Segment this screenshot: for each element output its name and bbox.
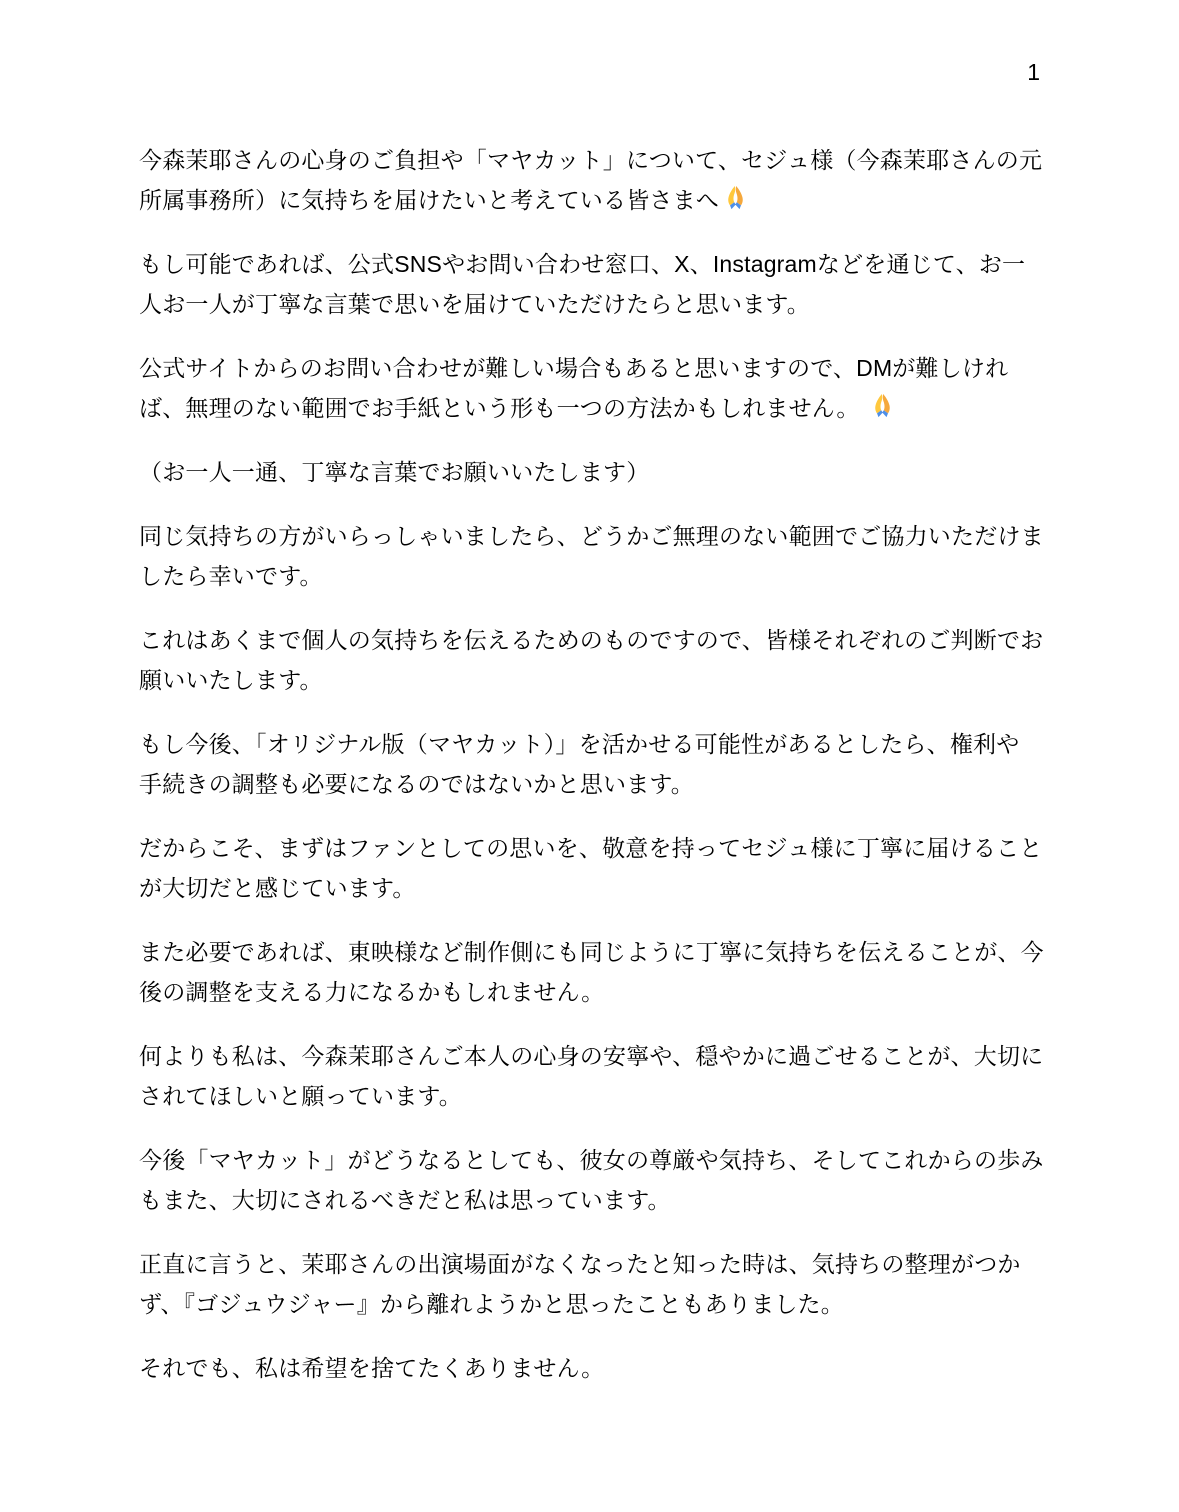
document-body — [139, 140, 1054, 1412]
paragraph — [139, 516, 1054, 596]
paragraph — [139, 828, 1054, 908]
paragraph — [139, 1036, 1054, 1116]
paragraph — [139, 1244, 1054, 1324]
paragraph-text: また必要であれば、東映様など制作側にも同じように丁寧に気持ちを伝えることが、今 後の調整を支える力になるかもしれません。 — [139, 939, 1044, 1005]
paragraph — [139, 140, 1054, 220]
paragraph-text: 正直に言うと、茉耶さんの出演場面がなくなったと知った時は、気持ちの整理がつか ず、『ゴジュウジャー』から離れようかと思ったこともありました。 — [139, 1251, 1021, 1317]
paragraph — [139, 452, 1054, 492]
paragraph — [139, 244, 1054, 324]
paragraph-text: （お一人一通、丁寧な言葉でお願いいたします） — [139, 459, 650, 485]
paragraph — [139, 724, 1054, 804]
paragraph-text: もし可能であれば、公式SNSやお問い合わせ窓口、X、Instagramなどを通じて、お一 人お一人が丁寧な言葉で思いを届けていただけたらと思います。 — [139, 251, 1026, 317]
folded-hands-emoji — [721, 184, 750, 213]
paragraph-text: もし今後、「オリジナル版（マヤカット）」を活かせる可能性があるとしたら、権利や 手続きの調整も必要になるのではないかと思います。 — [139, 731, 1020, 797]
paragraph-text: これはあくまで個人の気持ちを伝えるためのものですので、皆様それぞれのご判断でお 願いいたします。 — [139, 627, 1044, 693]
paragraph-text: 今後「マヤカット」がどうなるとしても、彼女の尊厳や気持ち、そしてこれからの歩み もまた、大切にされるべきだと私は思っています。 — [139, 1147, 1044, 1213]
paragraph-text: 何よりも私は、今森茉耶さんご本人の心身の安寧や、穏やかに過ごせることが、大切に されてほしいと願っています。 — [139, 1043, 1044, 1109]
folded-hands-emoji — [868, 392, 897, 421]
paragraph-text: だからこそ、まずはファンとしての思いを、敬意を持ってセジュ様に丁寧に届けること が大切だと感じています。 — [139, 835, 1043, 901]
page-number: 1 — [1027, 59, 1040, 85]
paragraph-text: 今森茉耶さんの心身のご負担や「マヤカット」について、セジュ様（今森茉耶さんの元 所属事務所）に気持ちを届けたいと考えている皆さまへ — [139, 147, 1043, 213]
paragraph — [139, 1140, 1054, 1220]
paragraph — [139, 348, 1054, 428]
paragraph — [139, 1348, 1054, 1388]
paragraph-text: 公式サイトからのお問い合わせが難しい場合もあると思いますので、DMが難しけれ ば、無理のない範囲でお手紙という形も一つの方法かもしれません。 — [139, 355, 1009, 421]
paragraph-text: 同じ気持ちの方がいらっしゃいましたら、どうかご無理のない範囲でご協力いただけま したら幸いです。 — [139, 523, 1044, 589]
paragraph — [139, 620, 1054, 700]
paragraph — [139, 932, 1054, 1012]
paragraph-text: それでも、私は希望を捨てたくありません。 — [139, 1355, 605, 1381]
